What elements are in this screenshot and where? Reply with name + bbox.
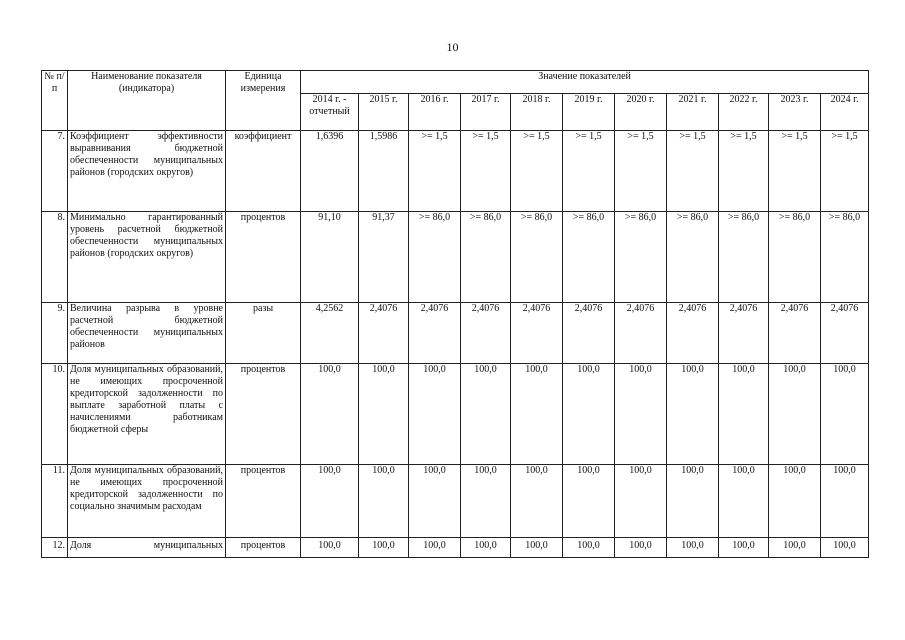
row-value: >= 86,0 — [409, 212, 461, 303]
row-name: Доля муниципальных образований, не имеющих просроченной кредиторской задолженности по социально значимым расходам — [68, 465, 226, 538]
row-value: 100,0 — [461, 465, 511, 538]
row-value: 100,0 — [769, 364, 821, 465]
table-header-row — [42, 71, 869, 94]
row-value: >= 86,0 — [769, 212, 821, 303]
header-year: 2019 г. — [563, 94, 615, 131]
row-value: 1,5986 — [359, 131, 409, 212]
row-name: Коэффициент эффективности выравнивания бюджетной обеспеченности муниципальных районов (городских округов) — [68, 131, 226, 212]
row-num: 7. — [42, 131, 68, 212]
header-year: 2014 г. - отчетный — [301, 94, 359, 131]
row-value: >= 86,0 — [461, 212, 511, 303]
row-value: 100,0 — [667, 538, 719, 558]
row-value: 100,0 — [563, 364, 615, 465]
row-value: >= 1,5 — [719, 131, 769, 212]
row-value: >= 86,0 — [563, 212, 615, 303]
row-value: >= 86,0 — [821, 212, 869, 303]
table-row — [42, 212, 869, 303]
row-value: 2,4076 — [359, 303, 409, 364]
header-unit: Единица измерения — [226, 71, 301, 131]
row-value: 100,0 — [511, 364, 563, 465]
row-value: 100,0 — [719, 465, 769, 538]
row-num: 8. — [42, 212, 68, 303]
table-row — [42, 465, 869, 538]
row-value: 100,0 — [301, 465, 359, 538]
row-value: 100,0 — [769, 465, 821, 538]
row-value: >= 86,0 — [667, 212, 719, 303]
row-value: 100,0 — [769, 538, 821, 558]
row-value: 2,4076 — [461, 303, 511, 364]
header-values: Значение показателей — [301, 71, 869, 94]
row-value: 100,0 — [563, 538, 615, 558]
row-unit: процентов — [226, 465, 301, 538]
header-year: 2023 г. — [769, 94, 821, 131]
row-value: 100,0 — [301, 364, 359, 465]
row-value: 100,0 — [511, 538, 563, 558]
row-num: 12. — [42, 538, 68, 558]
header-year: 2021 г. — [667, 94, 719, 131]
row-value: 2,4076 — [511, 303, 563, 364]
row-value: 100,0 — [359, 465, 409, 538]
row-value: >= 86,0 — [615, 212, 667, 303]
header-year: 2022 г. — [719, 94, 769, 131]
header-num: № п/п — [42, 71, 68, 131]
row-value: 100,0 — [615, 364, 667, 465]
row-value: 100,0 — [409, 465, 461, 538]
row-value: 100,0 — [615, 538, 667, 558]
row-value: 100,0 — [563, 465, 615, 538]
row-value: 2,4076 — [409, 303, 461, 364]
row-unit: коэффициент — [226, 131, 301, 212]
row-value: 2,4076 — [615, 303, 667, 364]
header-year: 2015 г. — [359, 94, 409, 131]
row-value: >= 1,5 — [511, 131, 563, 212]
row-value: >= 86,0 — [511, 212, 563, 303]
row-value: >= 1,5 — [461, 131, 511, 212]
header-year: 2016 г. — [409, 94, 461, 131]
row-value: 91,37 — [359, 212, 409, 303]
table-row — [42, 303, 869, 364]
row-value: >= 1,5 — [667, 131, 719, 212]
header-year: 2017 г. — [461, 94, 511, 131]
row-value: 100,0 — [461, 538, 511, 558]
row-unit: процентов — [226, 212, 301, 303]
row-name: Минимально гарантированный уровень расчетной бюджетной обеспеченности муниципальных районов (городских округов) — [68, 212, 226, 303]
row-value: 100,0 — [359, 538, 409, 558]
row-value: 2,4076 — [563, 303, 615, 364]
row-value: 2,4076 — [719, 303, 769, 364]
row-value: 100,0 — [821, 465, 869, 538]
page-number: 10 — [446, 40, 459, 54]
table-row — [42, 131, 869, 212]
row-value: 100,0 — [511, 465, 563, 538]
table-row — [42, 364, 869, 465]
row-value: >= 1,5 — [615, 131, 667, 212]
indicators-table — [41, 70, 869, 558]
row-value: 100,0 — [615, 465, 667, 538]
row-unit: процентов — [226, 364, 301, 465]
header-year: 2020 г. — [615, 94, 667, 131]
row-name: Доля муниципальных образований, не имеющих просроченной кредиторской задолженности по выплате заработной платы с начислениями работникам бюджетной сферы — [68, 364, 226, 465]
row-value: 100,0 — [719, 538, 769, 558]
header-year: 2024 г. — [821, 94, 869, 131]
row-value: >= 86,0 — [719, 212, 769, 303]
row-value: 100,0 — [301, 538, 359, 558]
row-value: 100,0 — [821, 538, 869, 558]
table-row — [42, 538, 869, 558]
row-unit: процентов — [226, 538, 301, 558]
row-value: >= 1,5 — [769, 131, 821, 212]
row-value: 100,0 — [461, 364, 511, 465]
row-value: 100,0 — [409, 364, 461, 465]
row-value: 100,0 — [667, 364, 719, 465]
row-value: 100,0 — [359, 364, 409, 465]
row-value: 1,6396 — [301, 131, 359, 212]
row-value: >= 1,5 — [563, 131, 615, 212]
row-value: >= 1,5 — [821, 131, 869, 212]
row-unit: разы — [226, 303, 301, 364]
row-value: 100,0 — [667, 465, 719, 538]
row-value: 2,4076 — [769, 303, 821, 364]
row-value: 4,2562 — [301, 303, 359, 364]
row-value: 100,0 — [719, 364, 769, 465]
header-year: 2018 г. — [511, 94, 563, 131]
row-num: 9. — [42, 303, 68, 364]
row-value: >= 1,5 — [409, 131, 461, 212]
row-name: Доля муниципальных — [68, 538, 226, 558]
row-num: 10. — [42, 364, 68, 465]
row-num: 11. — [42, 465, 68, 538]
row-value: 2,4076 — [667, 303, 719, 364]
row-name: Величина разрыва в уровне расчетной бюджетной обеспеченности муниципальных районов — [68, 303, 226, 364]
row-value: 2,4076 — [821, 303, 869, 364]
row-value: 100,0 — [821, 364, 869, 465]
row-value: 91,10 — [301, 212, 359, 303]
row-value: 100,0 — [409, 538, 461, 558]
header-name: Наименование показателя (индикатора) — [68, 71, 226, 131]
